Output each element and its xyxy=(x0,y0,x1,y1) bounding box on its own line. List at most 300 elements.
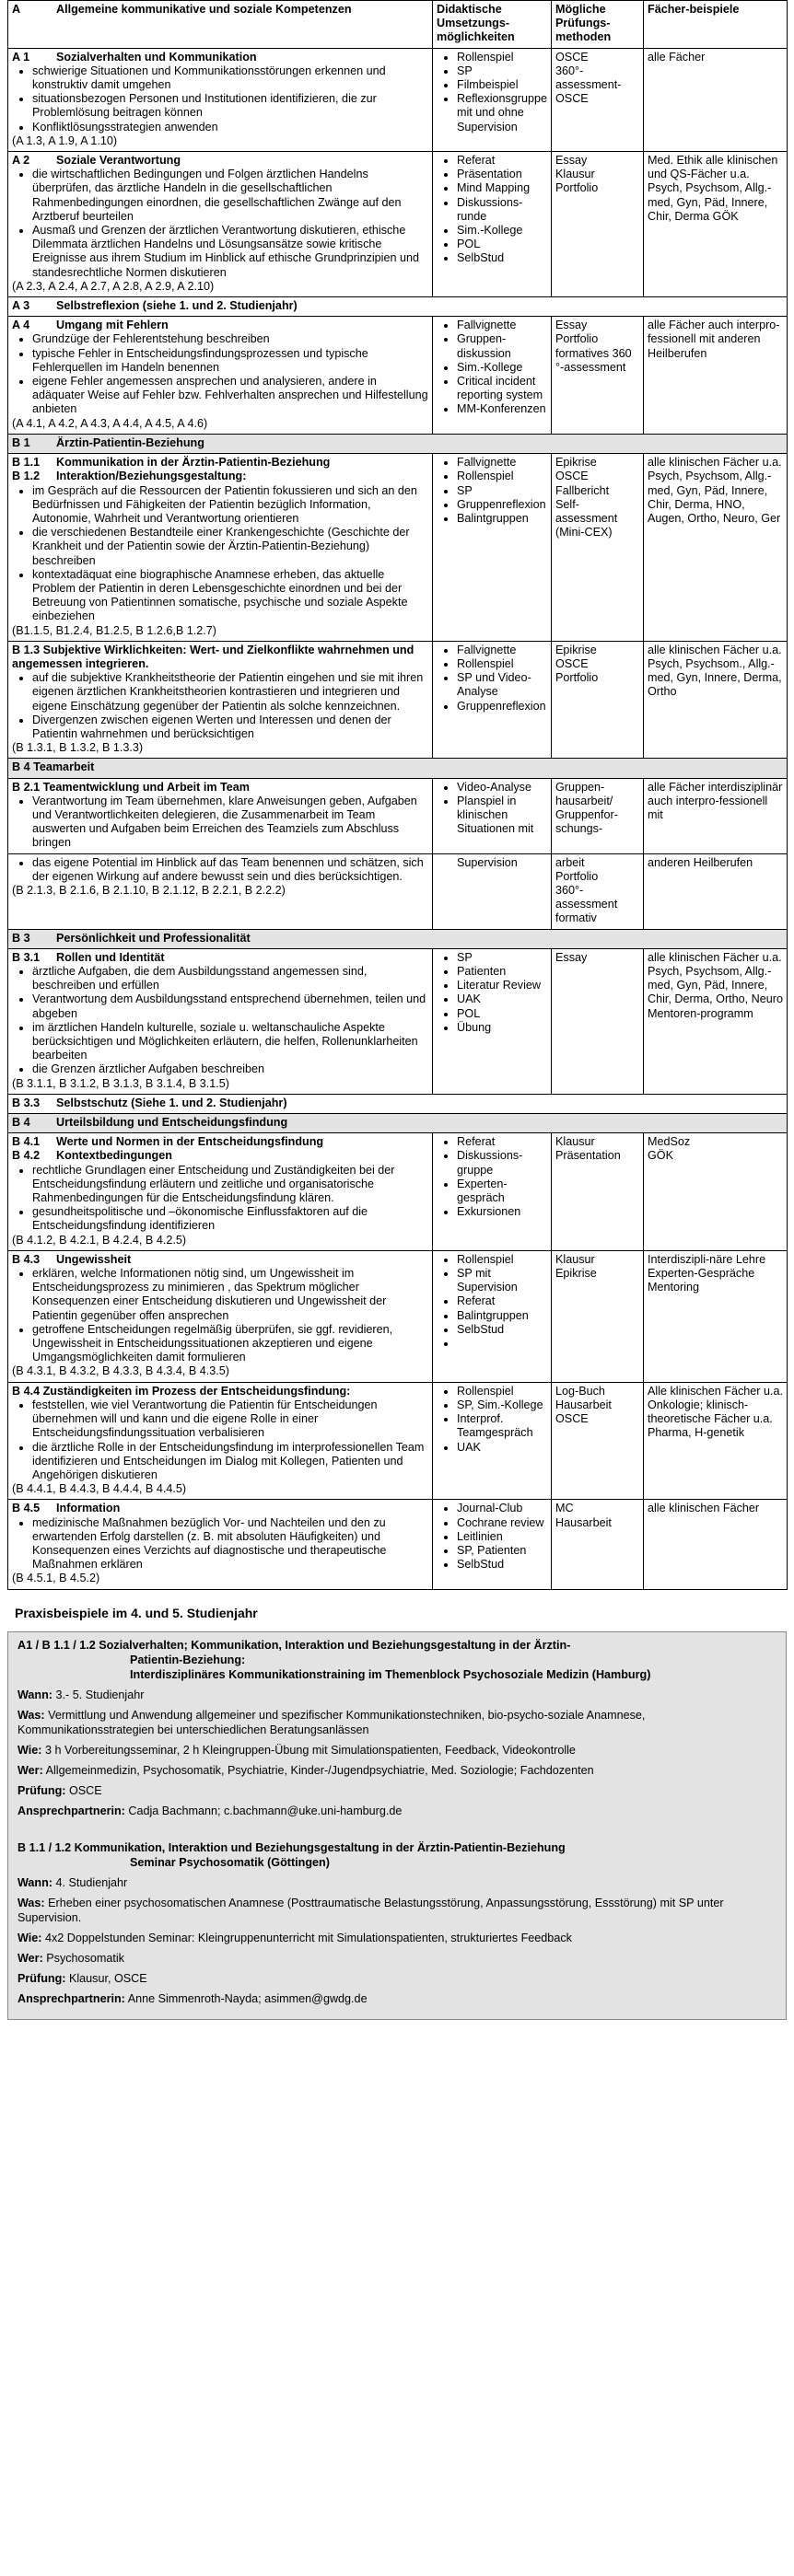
table-row xyxy=(8,759,788,778)
subjects-cell xyxy=(644,641,788,759)
objective-item: • das eigene Potential im Hinblick auf das Team benennen und schätzen, sich der eigenen Wirkung auf andere bewusst sein und dies berücksichtigen. xyxy=(32,856,428,884)
didactic-item: • Diskussions-runde xyxy=(457,196,547,224)
table-row xyxy=(8,778,788,853)
reference-codes: (A 4.1, A 4.2, A 4.3, A 4.4, A 4.5, A 4.6) xyxy=(12,416,208,430)
example-field-value: OSCE xyxy=(68,1783,102,1797)
didactic-item: • Gruppenreflexion xyxy=(457,700,547,714)
didactic-item: • MM-Konferenzen xyxy=(457,402,547,416)
table-row xyxy=(8,641,788,759)
didactic-item: • SP, Sim.-Kollege xyxy=(457,1398,547,1412)
competency-code: B 3.1 xyxy=(12,950,41,964)
subjects-text: alle klinischen Fächer xyxy=(648,1502,760,1515)
subjects-text: alle klinischen Fächer u.a. Psych, Psychsom., Allg.-med, Gyn, Innere, Derma, Ortho xyxy=(648,643,782,699)
header-didactic: Didaktische Umsetzungs-möglichkeiten xyxy=(433,1,552,49)
exam-text: Klausur Epikrise xyxy=(555,1252,597,1281)
didactic-item: • POL xyxy=(457,238,547,251)
example-field-label: Ansprechpartnerin: xyxy=(18,1804,125,1817)
didactic-list xyxy=(437,154,547,266)
example-field-value: Cadja Bachmann; c.bachmann@uke.uni-hamburg.de xyxy=(128,1804,403,1817)
didactic-item: • Referat xyxy=(457,1135,547,1149)
section-text: Ärztin-Patientin-Beziehung xyxy=(56,435,204,449)
didactic-item: • Journal-Club xyxy=(457,1502,547,1515)
competency-title xyxy=(12,1502,428,1515)
subjects-text: MedSoz GÖK xyxy=(648,1135,691,1163)
didactic-cell xyxy=(433,48,552,151)
didactic-item: • Interprof. Teamgespräch xyxy=(457,1412,547,1440)
example-field-value: Allgemeinmedizin, Psychosomatik, Psychiatrie, Kinder-/Jugendpsychiatrie, Med. Soziologie; Fachdozenten xyxy=(45,1763,594,1777)
competency-code: B 4.1 xyxy=(12,1135,41,1149)
table-row xyxy=(8,929,788,948)
example-field xyxy=(18,1688,776,1702)
objective-list xyxy=(12,1398,428,1482)
competency-cell xyxy=(8,853,433,929)
competency-cell xyxy=(8,152,433,297)
competency-title xyxy=(12,1385,428,1398)
didactic-item: • SP xyxy=(457,64,547,78)
didactic-list xyxy=(437,1135,547,1219)
didactic-list xyxy=(437,1502,547,1572)
subjects-text: alle klinischen Fächer u.a. Psych, Psychsom, Allg.-med, Gyn, Päd, Innere, Chir, Derma, Ortho, Neuro Mentoren-programm xyxy=(648,950,783,1020)
objective-list xyxy=(12,1164,428,1234)
didactic-item: • Reflexionsgruppe mit und ohne Supervision xyxy=(457,92,547,134)
didactic-item: • Mind Mapping xyxy=(457,181,547,195)
table-row xyxy=(8,454,788,642)
section-code: A 3 xyxy=(12,299,30,313)
header-subjects: Fächer-beispiele xyxy=(644,1,788,49)
didactic-item: • SP xyxy=(457,484,547,498)
didactic-item: • SelbStud xyxy=(457,251,547,265)
exam-cell xyxy=(552,1382,644,1500)
objective-item: • Ausmaß und Grenzen der ärztlichen Verantwortung diskutieren, ethische Dilemmata ärztlichen Handelns und Lösungsansätze sowie kritische Ereignisse aus ihrem Studium im Hinblick auf ethische Grundprinzipien und standesrechtliche Normen diskutieren xyxy=(32,224,428,280)
didactic-item xyxy=(457,1337,547,1351)
exam-cell xyxy=(552,1133,644,1251)
objective-item: • erklären, welche Informationen nötig sind, um Ungewissheit im Entscheidungsprozess zu minimieren , das Spektrum möglicher Konsequenzen einer Entscheidung diskutieren und Ungewissheit der Patientin gegenüber offen ansprechen xyxy=(32,1267,428,1323)
table-row xyxy=(8,1133,788,1251)
table-row xyxy=(8,317,788,435)
competency-cell xyxy=(8,641,433,759)
reference-codes: (A 1.3, A 1.9, A 1.10) xyxy=(12,133,118,147)
didactic-item: • Sim.-Kollege xyxy=(457,361,547,375)
didactic-item: • UAK xyxy=(457,1441,547,1455)
exam-text: Klausur Präsentation xyxy=(555,1135,621,1163)
didactic-item: • Filmbeispiel xyxy=(457,78,547,92)
objective-list xyxy=(12,168,428,280)
didactic-item: • UAK xyxy=(457,992,547,1006)
competency-title-text: B 1.3 Subjektive Wirklichkeiten: Wert- und Zielkonflikte wahrnehmen und angemessen integrieren. xyxy=(12,643,415,670)
example-field-label: Was: xyxy=(18,1896,45,1909)
example-field xyxy=(18,1951,776,1966)
table-header-row xyxy=(8,1,788,49)
didactic-list xyxy=(437,1385,547,1455)
exam-cell xyxy=(552,454,644,642)
competency-code: A 1 xyxy=(12,50,30,64)
objective-list xyxy=(12,64,428,134)
competency-title-text: Werte und Normen in der Entscheidungsfindung xyxy=(56,1135,324,1149)
subjects-cell xyxy=(644,1133,788,1251)
objective-item: • rechtliche Grundlagen einer Entscheidung und Zuständigkeiten bei der Entscheidungsfindung erläutern und zeitliche und organisatorische Rahmenbedingungen für die Entscheidungsfindung klären. xyxy=(32,1164,428,1206)
competency-code: B 4.5 xyxy=(12,1502,41,1515)
example-title xyxy=(18,1638,776,1682)
subjects-cell xyxy=(644,454,788,642)
didactic-item: • Übung xyxy=(457,1021,547,1035)
section-code: B 3.3 xyxy=(12,1096,41,1109)
exam-text: Essay Portfolio formatives 360 °-assessment xyxy=(555,319,632,374)
objective-list xyxy=(12,332,428,416)
competency-cell xyxy=(8,1500,433,1589)
subjects-text: Alle klinischen Fächer u.a. Onkologie; klinisch-theoretische Fächer u.a. Pharma, H-genetik xyxy=(648,1384,783,1440)
section-code: B 3 xyxy=(12,931,30,945)
example-field xyxy=(18,1931,776,1945)
header-letter: A xyxy=(12,3,21,16)
subjects-cell xyxy=(644,948,788,1094)
example-field-value: 4. Studienjahr xyxy=(55,1875,128,1889)
example-field-label: Wie: xyxy=(18,1743,42,1757)
didactic-cell xyxy=(433,1250,552,1382)
header-exam: Mögliche Prüfungs-methoden xyxy=(552,1,644,49)
example-field-label: Prüfung: xyxy=(18,1783,66,1797)
exam-cell xyxy=(552,641,644,759)
table-row xyxy=(8,853,788,929)
didactic-text: Supervision xyxy=(457,855,518,869)
table-row xyxy=(8,152,788,297)
didactic-item: • SP und Video-Analyse xyxy=(457,671,547,699)
objective-list xyxy=(12,484,428,624)
objective-item: • ärztliche Aufgaben, die dem Ausbildungsstand angemessen sind, beschreiben und erfüllen xyxy=(32,965,428,992)
exam-cell xyxy=(552,948,644,1094)
objective-list xyxy=(12,1267,428,1364)
example-title-line: Interdisziplinäres Kommunikationstraining im Themenblock Psychosoziale Medizin (Hamburg) xyxy=(130,1667,651,1681)
competency-cell xyxy=(8,317,433,435)
example-field-label: Wann: xyxy=(18,1688,53,1701)
example-field xyxy=(18,1763,776,1778)
objective-item: • kontextadäquat eine biographische Anamnese erheben, das aktuelle Problem der Patientin in deren Lebensgeschichte einordnen und bei der Betreuung von Patientinnen somatische, psychische und soziale Aspekte einbeziehen xyxy=(32,568,428,624)
didactic-item: • Fallvignette xyxy=(457,319,547,332)
objective-item: • im ärztlichen Handeln kulturelle, soziale u. weltanschauliche Aspekte berücksichtigen und Möglichkeiten erläutern, die helfen, Rollenunklarheiten bearbeiten xyxy=(32,1021,428,1063)
table-row xyxy=(8,297,788,317)
exam-cell xyxy=(552,152,644,297)
competency-title-text: Kontextbedingungen xyxy=(56,1149,172,1163)
competency-code: A 4 xyxy=(12,319,30,332)
competency-code: B 4.3 xyxy=(12,1252,41,1266)
competency-title-text: Interaktion/Beziehungsgestaltung: xyxy=(56,470,247,483)
section-row-cell xyxy=(8,1094,788,1113)
subjects-cell xyxy=(644,1250,788,1382)
competency-title-text: Sozialverhalten und Kommunikation xyxy=(56,50,257,64)
subjects-text: anderen Heilberufen xyxy=(648,855,753,869)
exam-cell xyxy=(552,1250,644,1382)
example-title xyxy=(18,1840,776,1870)
example-field-label: Was: xyxy=(18,1708,45,1722)
didactic-list xyxy=(437,51,547,134)
exam-cell xyxy=(552,853,644,929)
didactic-item: • Experten-gespräch xyxy=(457,1178,547,1205)
subjects-cell xyxy=(644,1382,788,1500)
example-field-label: Wer: xyxy=(18,1951,43,1965)
competency-cell xyxy=(8,778,433,853)
section-title xyxy=(12,299,783,313)
didactic-cell xyxy=(433,853,552,929)
exam-cell xyxy=(552,1500,644,1589)
section-title xyxy=(12,760,783,774)
example-field xyxy=(18,1708,776,1737)
competency-cell xyxy=(8,48,433,151)
objective-item: • die verschiedenen Bestandteile einer Krankengeschichte (Geschichte der Krankheit und der Patientin sowie der Ärztin-Patientin-Beziehung) beschreiben xyxy=(32,526,428,568)
competency-title xyxy=(12,951,428,965)
exam-cell xyxy=(552,48,644,151)
table-row xyxy=(8,1094,788,1113)
section-row-cell xyxy=(8,434,788,453)
didactic-item: • SelbStud xyxy=(457,1323,547,1337)
didactic-item: • Rollenspiel xyxy=(457,51,547,64)
competency-title-text: Soziale Verantwortung xyxy=(56,154,181,168)
example-field-label: Ansprechpartnerin: xyxy=(18,1991,125,2005)
didactic-cell xyxy=(433,454,552,642)
subjects-text: alle Fächer xyxy=(648,50,706,64)
example-field-value: Psychosomatik xyxy=(46,1951,124,1965)
example-field-label: Wie: xyxy=(18,1931,42,1944)
didactic-item: • Gruppenreflexion xyxy=(457,498,547,512)
exam-cell xyxy=(552,778,644,853)
table-body xyxy=(8,48,788,1589)
objective-list xyxy=(12,1516,428,1572)
didactic-item: • Critical incident reporting system xyxy=(457,375,547,402)
competency-code: A 2 xyxy=(12,154,30,168)
competency-title-text: Kommunikation in der Ärztin-Patientin-Beziehung xyxy=(56,456,331,470)
section-text: Urteilsbildung und Entscheidungsfindung xyxy=(56,1116,288,1130)
exam-cell xyxy=(552,317,644,435)
competency-title-text: Rollen und Identität xyxy=(56,950,165,964)
didactic-list xyxy=(437,1253,547,1351)
objective-item: • feststellen, wie viel Verantwortung die Patientin für Entscheidungen übernehmen will und kann und die eigene Rolle in einer Entscheidungsfindungssituation verbalisieren xyxy=(32,1398,428,1441)
competency-cell xyxy=(8,1250,433,1382)
subjects-text: alle klinischen Fächer u.a. Psych, Psychsom, Allg.-med, Gyn, Päd, Innere, Chir, Derma, HNO, Augen, Ortho, Neuro, Ger xyxy=(648,456,782,525)
competency-code: B 1.1 xyxy=(12,456,41,470)
objective-list xyxy=(12,965,428,1077)
section-text: Selbstreflexion (siehe 1. und 2. Studienjahr) xyxy=(56,299,298,313)
example-field-value: Klausur, OSCE xyxy=(68,1971,147,1985)
competency-title-text: B 2.1 Teamentwicklung und Arbeit im Team xyxy=(12,780,250,794)
reference-codes: (B 4.4.1, B 4.4.3, B 4.4.4, B 4.4.5) xyxy=(12,1482,187,1496)
reference-codes: (A 2.3, A 2.4, A 2.7, A 2.8, A 2.9, A 2.10) xyxy=(12,279,215,293)
objective-item: • die Grenzen ärztlicher Aufgaben beschreiben xyxy=(32,1062,428,1076)
objective-list xyxy=(12,795,428,851)
table-row xyxy=(8,48,788,151)
example-title-line: Patientin-Beziehung: xyxy=(130,1653,246,1666)
section-row-cell xyxy=(8,929,788,948)
didactic-item: • Referat xyxy=(457,154,547,168)
objective-item: • Grundzüge der Fehlerentstehung beschreiben xyxy=(32,332,428,346)
competency-title xyxy=(12,1135,428,1149)
competency-table xyxy=(7,0,788,1590)
subjects-text: alle Fächer auch interpro-fessionell mit anderen Heilberufen xyxy=(648,319,780,360)
didactic-cell xyxy=(433,1133,552,1251)
table-row xyxy=(8,434,788,453)
exam-text: Log-Buch Hausarbeit OSCE xyxy=(555,1384,612,1426)
didactic-item: • SP, Patienten xyxy=(457,1544,547,1558)
example-field-value: Vermittlung und Anwendung allgemeiner und spezifischer Kommunikationstechniken, bio-psycho-soziale Anamnese, Kommunikationsstrategien bei unterschiedlichen Beratungsanlässen xyxy=(18,1708,646,1736)
didactic-item: • Präsentation xyxy=(457,168,547,181)
table-row xyxy=(8,1114,788,1133)
competency-title xyxy=(12,1253,428,1267)
didactic-item: • Planspiel in klinischen Situationen mit xyxy=(457,795,547,837)
exam-text: Essay Klausur Portfolio xyxy=(555,154,599,195)
didactic-cell xyxy=(433,778,552,853)
example-field xyxy=(18,1875,776,1890)
reference-codes: (B 4.5.1, B 4.5.2) xyxy=(12,1572,100,1585)
didactic-cell xyxy=(433,152,552,297)
example-field-value: 4x2 Doppelstunden Seminar: Kleingruppenunterricht mit Simulationspatienten, strukturiertes Feedback xyxy=(44,1931,572,1944)
didactic-item: • Rollenspiel xyxy=(457,470,547,483)
subjects-text: Interdiszipli-näre Lehre Experten-Gespräche Mentoring xyxy=(648,1252,766,1294)
reference-codes: (B 1.3.1, B 1.3.2, B 1.3.3) xyxy=(12,741,144,755)
table-row xyxy=(8,1250,788,1382)
exam-text: Epikrise OSCE Portfolio xyxy=(555,643,599,685)
didactic-list xyxy=(437,781,547,837)
section-text: Persönlichkeit und Professionalität xyxy=(56,931,251,945)
reference-codes: (B1.1.5, B1.2.4, B1.2.5, B 1.2.6,B 1.2.7) xyxy=(12,623,216,637)
didactic-list xyxy=(437,951,547,1035)
example-field-value: Erheben einer psychosomatischen Anamnese (Posttraumatische Belastungsstörung, Anpassungsstörung, Essstörung) mit SP unter Supervision. xyxy=(18,1896,724,1924)
didactic-item: • Diskussions-gruppe xyxy=(457,1149,547,1177)
didactic-item: • Fallvignette xyxy=(457,644,547,657)
page xyxy=(7,0,787,2020)
exam-text: Epikrise OSCE Fallbericht Self-assessment (Mini-CEX) xyxy=(555,456,618,540)
didactic-item: • Rollenspiel xyxy=(457,1253,547,1267)
section-text: Selbstschutz (Siehe 1. und 2. Studienjahr) xyxy=(56,1096,287,1109)
table-row xyxy=(8,1500,788,1589)
competency-title-text: Information xyxy=(56,1502,121,1515)
competency-title xyxy=(12,51,428,64)
subjects-cell xyxy=(644,853,788,929)
objective-item: • Divergenzen zwischen eigenen Werten und Interessen und denen der Patientin wahrnehmen und berücksichtigen xyxy=(32,714,428,741)
example-title-line: Seminar Psychosomatik (Göttingen) xyxy=(130,1855,330,1869)
competency-cell xyxy=(8,1382,433,1500)
competency-title xyxy=(12,456,428,470)
subjects-text: Med. Ethik alle klinischen und QS-Fächer u.a. Psych, Psychsom, Allg.-med, Gyn, Päd, Innere, Chir, Derma GÖK xyxy=(648,154,778,223)
example-field xyxy=(18,1991,776,2006)
didactic-list xyxy=(437,456,547,526)
didactic-item: • POL xyxy=(457,1007,547,1021)
competency-code: B 1.2 xyxy=(12,470,41,483)
didactic-item: • SP mit Supervision xyxy=(457,1267,547,1294)
didactic-item: • Referat xyxy=(457,1294,547,1308)
competency-code: B 4.2 xyxy=(12,1149,41,1163)
subjects-text: alle Fächer interdisziplinär auch interpro-fessionell mit xyxy=(648,780,783,821)
objective-item: • typische Fehler in Entscheidungsfindungsprozessen und typische Fehlerquellen im Handeln benennen xyxy=(32,347,428,375)
example-field-label: Wer: xyxy=(18,1763,43,1777)
didactic-item: • Rollenspiel xyxy=(457,1385,547,1398)
objective-item: • im Gespräch auf die Ressourcen der Patientin fokussieren und sich an den Bedürfnissen und Fähigkeiten der Patientin bezüglich Information, Autonomie, Wahrheit und Verantwortung orientieren xyxy=(32,484,428,527)
objective-item: • auf die subjektive Krankheitstheorie der Patientin eingehen und sie mit ihren eigenen ärztlichen Krankheitstheorien kontrastieren und integrieren und eigene Einschätzung gegenüber der Patientin als solche kennzeichnen. xyxy=(32,671,428,714)
example-field-value: 3.- 5. Studienjahr xyxy=(55,1688,145,1701)
example-field-label: Prüfung: xyxy=(18,1971,66,1985)
subjects-cell xyxy=(644,48,788,151)
objective-item: • eigene Fehler angemessen ansprechen und analysieren, andere in adäquater Weise auf Fehler bzw. Fehlverhalten ansprechen und Hilfestellung anbieten xyxy=(32,375,428,417)
competency-title-text: Umgang mit Fehlern xyxy=(56,319,169,332)
objective-item: • Verantwortung im Team übernehmen, klare Anweisungen geben, Aufgaben und Verantwortlichkeiten delegieren, die Zusammenarbeit im Team auswerten und Aufgaben beim Erreichen des Teamziels zum Abschluss bringen xyxy=(32,795,428,851)
competency-title xyxy=(12,154,428,168)
didactic-item: • Sim.-Kollege xyxy=(457,224,547,238)
didactic-item: • SelbStud xyxy=(457,1558,547,1572)
section-title xyxy=(12,1097,783,1110)
competency-title-text: Ungewissheit xyxy=(56,1252,132,1266)
subjects-cell xyxy=(644,1500,788,1589)
competency-cell xyxy=(8,1133,433,1251)
didactic-item: • Balintgruppen xyxy=(457,512,547,526)
didactic-item: • Gruppen-diskussion xyxy=(457,332,547,360)
example-field xyxy=(18,1743,776,1758)
didactic-item: • Rollenspiel xyxy=(457,657,547,671)
competency-title xyxy=(12,781,428,795)
objective-list xyxy=(12,856,428,884)
competency-cell xyxy=(8,454,433,642)
exam-text: OSCE 360°-assessment-OSCE xyxy=(555,50,622,106)
didactic-cell xyxy=(433,317,552,435)
objective-item: • situationsbezogen Personen und Institutionen identifizieren, die zur Problemlösung beitragen können xyxy=(32,92,428,120)
section-row-cell xyxy=(8,297,788,317)
objective-item: • schwierige Situationen und Kommunikationsstörungen erkennen und konstruktiv damit umgehen xyxy=(32,64,428,92)
didactic-list xyxy=(437,644,547,714)
competency-title xyxy=(12,319,428,332)
competency-title xyxy=(12,644,428,671)
exam-text: arbeit Portfolio 360°-assessment formativ xyxy=(555,855,618,925)
header-competencies xyxy=(8,1,433,49)
section-code: B 1 xyxy=(12,435,30,449)
example-field xyxy=(18,1804,776,1818)
section-code: B 4 Teamarbeit xyxy=(12,760,95,774)
subjects-cell xyxy=(644,152,788,297)
didactic-cell xyxy=(433,641,552,759)
objective-item: • die wirtschaftlichen Bedingungen und Folgen ärztlichen Handelns überprüfen, das ärztliche Handeln in die gesellschaftlichen Rahmenbedingungen einordnen, die gesellschaftlichen Zwänge auf den Arztberuf beurteilen xyxy=(32,168,428,224)
objective-item: • die ärztliche Rolle in der Entscheidungsfindung im interprofessionellen Team identifizieren und Entscheidungen im Dialog mit Kollegen, Patienten und Angehörigen diskutieren xyxy=(32,1441,428,1483)
example-field xyxy=(18,1783,776,1798)
practice-box xyxy=(7,1631,787,2020)
exam-text: Gruppen-hausarbeit/ Gruppenfor-schungs- xyxy=(555,780,618,836)
objective-item: • Konfliktlösungsstrategien anwenden xyxy=(32,121,428,134)
objective-item: • getroffene Entscheidungen regelmäßig überprüfen, sie ggf. revidieren, Ungewissheit in Entscheidungssituationen akzeptieren und eigene Umgangsmöglichkeiten damit formulieren xyxy=(32,1323,428,1365)
section-code: B 4 xyxy=(12,1116,30,1130)
competency-title xyxy=(12,470,428,483)
competency-cell xyxy=(8,948,433,1094)
exam-text: MC Hausarbeit xyxy=(555,1502,612,1529)
competency-title-text: B 4.4 Zuständigkeiten im Prozess der Entscheidungsfindung: xyxy=(12,1384,351,1398)
didactic-cell xyxy=(433,1382,552,1500)
header-title: Allgemeine kommunikative und soziale Kompetenzen xyxy=(56,3,352,16)
table-row xyxy=(8,948,788,1094)
didactic-item: • Fallvignette xyxy=(457,456,547,470)
exam-text: Essay xyxy=(555,950,588,964)
example-title-line: B 1.1 / 1.2 Kommunikation, Interaktion und Beziehungsgestaltung in der Ärztin-Patientin-Beziehung xyxy=(18,1840,566,1854)
didactic-item: • SP xyxy=(457,951,547,965)
example-field-value: 3 h Vorbereitungsseminar, 2 h Kleingruppen-Übung mit Simulationspatienten, Feedback, Videokontrolle xyxy=(44,1743,576,1757)
didactic-item: • Video-Analyse xyxy=(457,781,547,795)
didactic-item: • Exkursionen xyxy=(457,1205,547,1219)
didactic-item: • Cochrane review xyxy=(457,1516,547,1530)
subjects-cell xyxy=(644,317,788,435)
didactic-cell xyxy=(433,948,552,1094)
reference-codes: (B 4.3.1, B 4.3.2, B 4.3.3, B 4.3.4, B 4.3.5) xyxy=(12,1364,229,1378)
objective-item: • Verantwortung dem Ausbildungsstand entsprechend übernehmen, teilen und abgeben xyxy=(32,992,428,1020)
example-title-line: A1 / B 1.1 / 1.2 Sozialverhalten; Kommunikation, Interaktion und Beziehungsgestaltung in der Ärztin- xyxy=(18,1638,571,1652)
didactic-list xyxy=(437,319,547,416)
example-field xyxy=(18,1896,776,1925)
section-title xyxy=(12,436,783,450)
reference-codes: (B 2.1.3, B 2.1.6, B 2.1.10, B 2.1.12, B 2.2.1, B 2.2.2) xyxy=(12,883,286,897)
example-field xyxy=(18,1971,776,1986)
example-field-value: Anne Simmenroth-Nayda; asimmen@gwdg.de xyxy=(127,1991,368,2005)
spacer xyxy=(18,1824,776,1840)
didactic-item: • Literatur Review xyxy=(457,979,547,992)
